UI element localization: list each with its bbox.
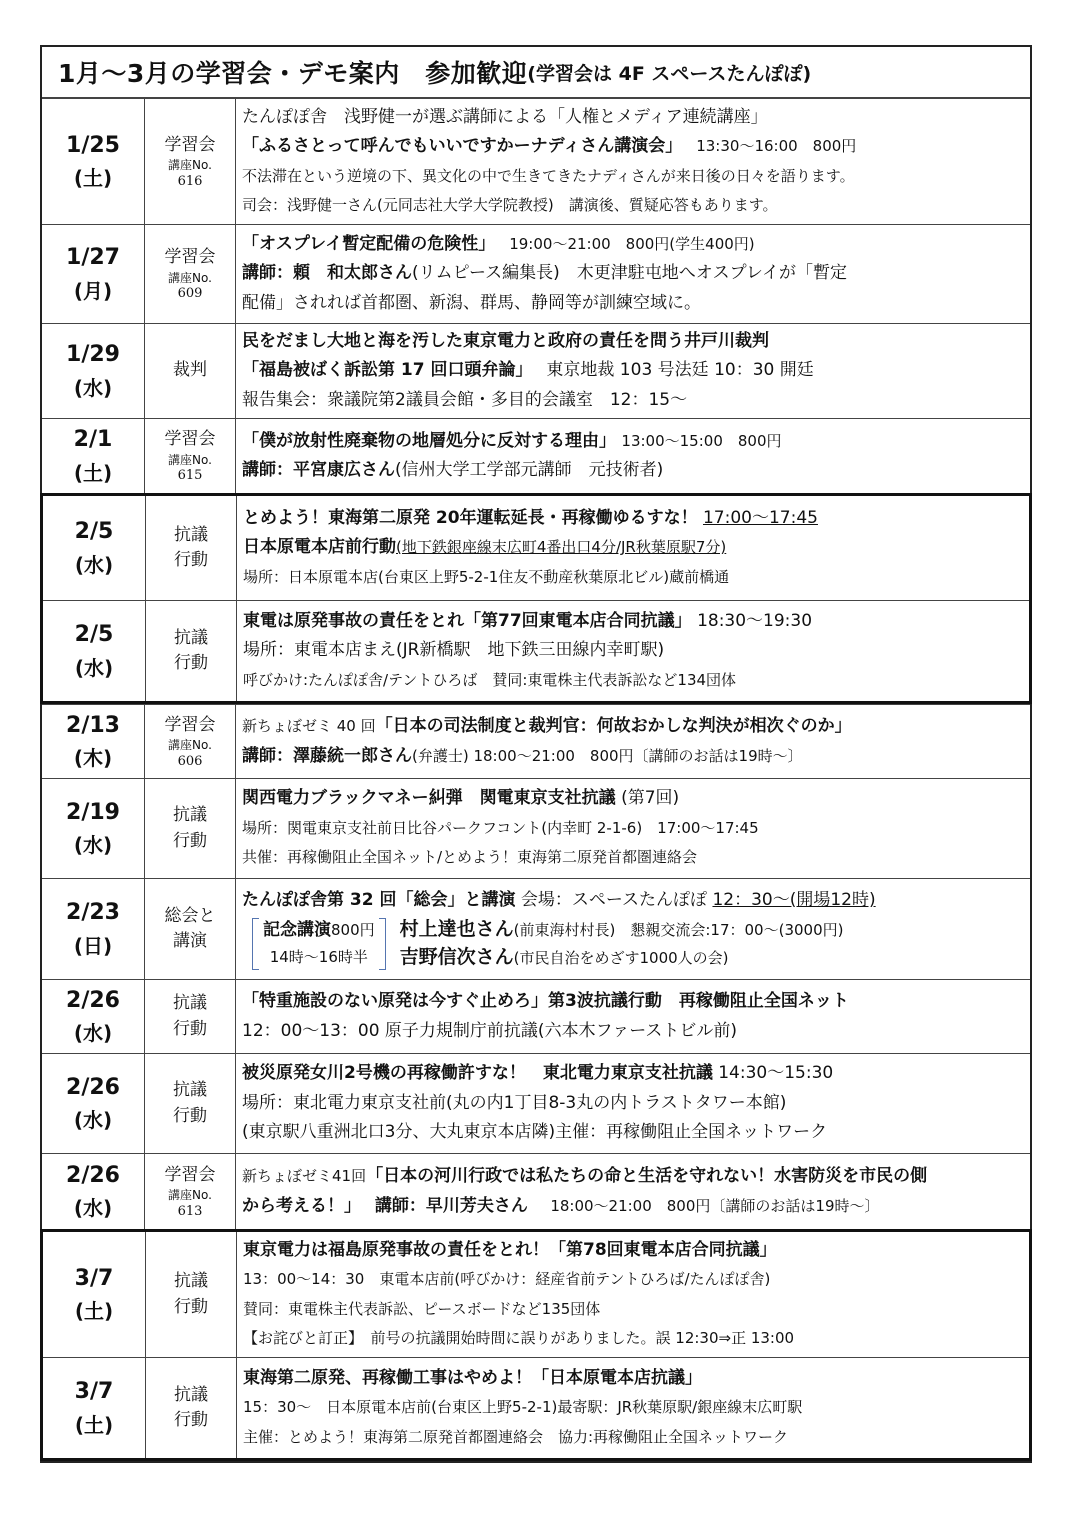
event-time: 13:00～15:00 800円 [621, 431, 782, 450]
event-date: 2/19 [66, 799, 120, 825]
event-date-cell [43, 1358, 146, 1458]
event-weekday: (木) [73, 746, 113, 771]
event-line [242, 886, 1024, 916]
event-date: 2/5 [74, 519, 114, 545]
event-details [236, 980, 1030, 1053]
event-row [42, 418, 1030, 493]
event-date-cell [43, 496, 146, 600]
event-line: (東京駅八重洲北口3分、大丸東京本店隣)主催：再稼働阻止全国ネットワーク [242, 1122, 828, 1143]
event-details [236, 419, 1030, 493]
event-row [43, 1357, 1029, 1458]
event-weekday: (土) [73, 166, 113, 191]
event-date-cell [42, 1154, 145, 1229]
event-details [236, 225, 1030, 323]
event-series: 新ちょぼゼミ41回 [242, 1167, 367, 1185]
event-time: 13:30～16:00 800円 [696, 137, 857, 155]
lecture-fee: 800円 [331, 920, 375, 939]
event-date: 2/23 [66, 900, 120, 926]
event-line [242, 356, 1024, 386]
event-date: 3/7 [74, 1265, 114, 1291]
event-type: 抗議 行動 [174, 627, 208, 673]
event-date: 2/26 [66, 1074, 120, 1100]
lecture-info [263, 917, 375, 971]
event-type: 学習会 [164, 714, 216, 735]
bracket-left [252, 918, 259, 970]
event-details [236, 1154, 1030, 1229]
lecture-number: 616 [177, 173, 203, 189]
event-type-cell [145, 879, 236, 979]
event-weekday: (水) [73, 1108, 113, 1133]
event-date: 2/13 [66, 712, 120, 738]
event-venue: 会場：スペースたんぽぽ [520, 890, 708, 911]
event-line: 民をだまし大地と海を汚した東京電力と政府の責任を問う井戸川裁判 [242, 330, 769, 351]
highlight-group [40, 493, 1032, 704]
page-title [42, 47, 1030, 98]
highlight-group [40, 1229, 1032, 1461]
event-weekday: (水) [74, 655, 114, 680]
event-type-cell [146, 496, 237, 600]
event-speaker: 講師：澤藤統一郎さん [242, 745, 412, 766]
event-type: 抗議 行動 [174, 1271, 208, 1317]
event-line: 12：00～13：00 原子力規制庁前抗議(六本木ファーストビル前) [242, 1020, 738, 1041]
speaker-note: (前東海村村長) 懇親交流会:17：00～(3000円) [513, 920, 844, 939]
event-type: 学習会 [164, 429, 216, 449]
correction-note: 【お詫びと訂正】 前号の抗議開始時間に誤りがありました。誤 12:30⇒正 13:00 [243, 1329, 795, 1347]
lecture-title-line [263, 917, 375, 944]
event-line: 13：00～14：30 東電本店前(呼びかけ：経産省前テントひろば/たんぽぽ舎) [243, 1270, 771, 1288]
lecture-number: 615 [177, 468, 203, 484]
event-round: (第7回) [621, 788, 680, 809]
speaker-note: (市民自治をめざす1000人の会) [513, 948, 729, 967]
event-type: 学習会 [164, 134, 216, 155]
event-date: 2/5 [74, 622, 114, 648]
event-line: 不法滞在という逆境の下、異文化の中で生きてきたナディさんが来日後の日々を語ります。 [242, 166, 855, 185]
event-weekday: (土) [74, 1412, 114, 1437]
event-headline: 「日本の河川行政では私たちの命と生活を守れない！水害防災を市民の側 [366, 1166, 928, 1186]
event-line: 司会：浅野健一さん(元同志社大学大学院教授) 講演後、質疑応答もあります。 [242, 196, 778, 214]
event-line: 配備」されれば首都圏、新潟、群馬、静岡等が訓練空域に。 [242, 292, 701, 313]
event-date-cell [43, 1232, 146, 1357]
event-row [42, 778, 1030, 878]
lecture-speakers [400, 916, 844, 972]
event-series: 新ちょぼゼミ 40 回 [242, 717, 376, 735]
event-weekday: (水) [74, 552, 114, 577]
event-type: 抗議 行動 [174, 1384, 208, 1430]
event-line: 場所：東電本店まえ(JR新橋駅 地下鉄三田線内幸町駅) [243, 640, 665, 661]
event-date: 1/27 [66, 245, 120, 271]
event-headline: 関西電力ブラックマネー糾弾 関電東京支社抗議 [242, 788, 616, 809]
event-date: 2/26 [66, 1162, 120, 1188]
event-row [43, 496, 1029, 600]
event-type-cell [145, 1154, 236, 1229]
event-type: 抗議 行動 [173, 805, 207, 851]
event-headline: とめよう！東海第二原発 20年運転延長・再稼働ゆるすな！ [243, 507, 698, 528]
event-date: 1/29 [66, 342, 120, 368]
event-date: 1/25 [66, 132, 120, 158]
event-type-cell [145, 705, 236, 778]
event-type-cell [146, 601, 237, 701]
event-date-cell [42, 324, 145, 418]
event-weekday: (水) [73, 375, 113, 400]
event-details [236, 779, 1030, 878]
event-headline: 「オスプレイ暫定配備の危険性」 [242, 233, 487, 254]
lecture-label: 講座No. [168, 452, 212, 467]
event-line [242, 1192, 1024, 1222]
event-date-cell [42, 419, 145, 493]
event-time: 18:30～19:30 [697, 610, 813, 631]
event-date-cell [42, 99, 145, 224]
event-date-cell [42, 1054, 145, 1153]
title-note: (学習会は 4F スペースたんぽぽ) [527, 62, 812, 85]
speaker-name: 村上達也さん [399, 917, 514, 940]
event-type-cell [145, 324, 236, 418]
event-headline: 「日本の司法制度と裁判官：何故おかしな判決が相次ぐのか」 [375, 716, 852, 736]
event-details [236, 324, 1030, 418]
event-weekday: (土) [74, 1299, 114, 1324]
event-line: 場所：関電東京支社前日比谷パークフコント(内幸町 2-1-6) 17:00～17:45 [242, 818, 759, 837]
event-details [236, 1054, 1030, 1153]
event-speaker-note: (リムピース編集長) 木更津駐屯地へオスプレイが「暫定 [412, 263, 848, 284]
event-access: (地下鉄銀座線末広町4番出口4分/JR秋葉原駅7分) [396, 538, 727, 557]
event-line [242, 230, 1024, 260]
event-row [42, 1153, 1030, 1229]
event-row [42, 224, 1030, 323]
event-details [236, 879, 1030, 979]
event-details [237, 1232, 1029, 1357]
event-weekday: (水) [73, 1021, 113, 1046]
event-headline: 東電は原発事故の責任をとれ「第77回東電本店合同抗議」 [243, 610, 692, 631]
event-row [43, 600, 1029, 701]
event-type-cell [146, 1232, 237, 1357]
event-date-cell [42, 705, 145, 778]
event-type-cell [146, 1358, 237, 1458]
event-line: 報告集会：衆議院第2議員会館・多目的会議室 12：15～ [242, 389, 688, 410]
event-details [237, 496, 1029, 600]
event-line: 場所：日本原電本店(台東区上野5-2-1住友不動産秋葉原北ビル)蔵前橋通 [243, 567, 730, 586]
event-line [242, 1059, 1024, 1089]
event-details [237, 601, 1029, 701]
event-time: 19:00～21:00 800円(学生400円) [509, 234, 755, 253]
commemorative-lecture [242, 916, 1024, 972]
event-type: 抗議 行動 [173, 993, 207, 1039]
title-main: 1月～3月の学習会・デモ案内 参加歓迎 [58, 59, 528, 88]
event-type-cell [145, 980, 236, 1053]
event-line: 主催：とめよう！東海第二原発首都圏連絡会 協力:再稼働阻止全国ネットワーク [243, 1427, 789, 1446]
event-headline: 「僕が放射性廃棄物の地層処分に反対する理由」 [242, 430, 616, 451]
event-row [42, 98, 1030, 224]
event-weekday: (水) [73, 833, 113, 858]
speaker-line [400, 916, 844, 944]
schedule-sheet [40, 45, 1032, 1463]
lecture-label: 講座No. [168, 158, 212, 172]
event-venue: 東京地裁 103 号法廷 10：30 開廷 [546, 360, 814, 381]
lecture-time: 14時～16時半 [269, 947, 368, 966]
event-line [243, 607, 1023, 637]
event-speaker: 講師：平宮康広さん [242, 460, 395, 480]
event-weekday: (月) [73, 278, 113, 303]
event-line [243, 504, 1023, 534]
event-line: 呼びかけ:たんぽぽ舎/テントひろば 賛同:東電株主代表訴訟など134団体 [243, 670, 737, 689]
event-headline-cont: から考える！」 [242, 1195, 353, 1216]
event-type: 抗議 行動 [174, 524, 208, 570]
lecture-label: 講座No. [168, 270, 212, 285]
event-date: 2/1 [73, 427, 113, 453]
event-subtitle: 日本原電本店前行動 [243, 537, 396, 558]
event-line: 共催：再稼働阻止全国ネット/とめよう！東海第二原発首都圏連絡会 [242, 848, 698, 867]
event-date-cell [42, 980, 145, 1053]
event-headline: 被災原発女川2号機の再稼働許すな！ 東北電力東京支社抗議 [242, 1063, 713, 1084]
event-row [42, 704, 1030, 778]
event-type-cell [145, 419, 236, 493]
lecture-number: 609 [177, 286, 203, 302]
lecture-label: 講座No. [168, 1188, 212, 1202]
event-date-cell [42, 225, 145, 323]
event-speaker: 講師：頼 和太郎さん [242, 263, 412, 284]
event-date-cell [42, 879, 145, 979]
event-line [242, 427, 1024, 457]
event-date: 3/7 [74, 1379, 114, 1405]
lecture-number: 613 [177, 1203, 203, 1219]
event-headline: たんぽぽ舎第 32 回「総会」と講演 [242, 890, 516, 911]
event-details [236, 705, 1030, 778]
event-type-cell [145, 779, 236, 878]
event-details [237, 1358, 1029, 1458]
event-type-cell [145, 1054, 236, 1153]
event-speaker-note: (信州大学工学部元講師 元技術者) [395, 460, 664, 480]
lecture-title: 記念講演 [263, 919, 331, 940]
event-type: 学習会 [164, 1164, 216, 1185]
event-line: 「特重施設のない原発は今すぐ止めろ」第3波抗議行動 再稼働阻止全国ネット [242, 991, 849, 1011]
bracket-right [379, 918, 386, 970]
event-headline: 「福島被ばく訴訟第 17 回口頭弁論」 [242, 360, 524, 381]
event-row [42, 979, 1030, 1053]
event-line [242, 259, 1024, 289]
speaker-line [400, 944, 844, 972]
event-line: 東京電力は福島原発事故の責任をとれ！「第78回東電本店合同抗議」 [243, 1239, 777, 1260]
event-line [242, 712, 1024, 742]
event-type: 裁判 [173, 360, 207, 381]
event-line [242, 784, 1024, 814]
event-weekday: (日) [73, 933, 113, 958]
event-time: 18:00～21:00 800円〔講師のお話は19時～〕 [550, 1196, 880, 1215]
event-time: 12：30～(開場12時) [712, 890, 876, 911]
event-line [242, 456, 1024, 486]
lecture-label: 講座No. [168, 738, 212, 752]
event-row [43, 1232, 1029, 1357]
event-row [42, 1053, 1030, 1153]
event-row [42, 878, 1030, 979]
event-weekday: (土) [73, 460, 113, 485]
event-speaker: 講師：早川芳夫さん [374, 1195, 528, 1216]
event-details [236, 99, 1030, 224]
event-line: 賛同：東電株主代表訴訟、ピースボードなど135団体 [243, 1299, 601, 1318]
event-row [42, 323, 1030, 418]
speaker-name: 吉野信次さん [399, 945, 514, 968]
event-line [242, 742, 1024, 772]
event-date-cell [43, 601, 146, 701]
event-line [242, 1162, 1024, 1192]
lecture-number: 606 [177, 753, 203, 769]
event-line [242, 132, 1024, 162]
event-line [243, 533, 1023, 563]
event-date: 2/26 [66, 987, 120, 1013]
event-line: たんぽぽ舎 浅野健一が選ぶ講師による「人権とメディア連続講座」 [242, 106, 768, 127]
event-line: 15：30～ 日本原電本店前(台東区上野5-2-1)最寄駅：JR秋葉原駅/銀座線末広町駅 [243, 1398, 803, 1417]
event-type-cell [145, 99, 236, 224]
event-headline: 「ふるさとって呼んでもいいですかーナディさん講演会」 [242, 136, 674, 156]
event-time: 17:00～17:45 [702, 507, 818, 528]
event-type: 総会と 講演 [164, 905, 216, 951]
event-date-cell [42, 779, 145, 878]
event-type: 抗議 行動 [173, 1080, 207, 1126]
event-weekday: (水) [73, 1196, 113, 1221]
event-type-cell [145, 225, 236, 323]
event-type: 学習会 [164, 247, 216, 267]
event-speaker-note: (弁護士) 18:00～21:00 800円〔講師のお話は19時～〕 [412, 746, 803, 765]
event-line: 場所：東北電力東京支社前(丸の内1丁目8-3丸の内トラストタワー本館) [242, 1092, 787, 1113]
event-time: 14:30～15:30 [718, 1063, 834, 1084]
event-line: 東海第二原発、再稼働工事はやめよ！「日本原電本店抗議」 [243, 1367, 702, 1388]
